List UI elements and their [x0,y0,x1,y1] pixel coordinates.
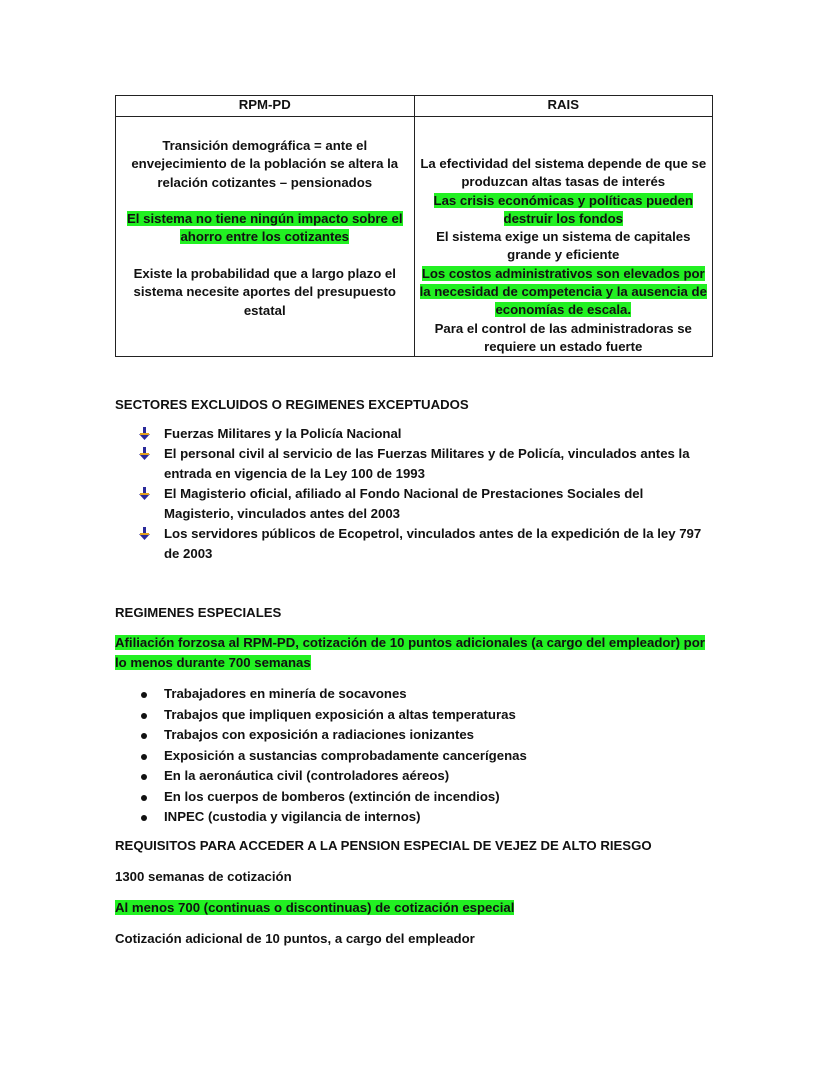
special-title: REGIMENES ESPECIALES [115,605,282,620]
rpm-pd-point-2: El sistema no tiene ningún impacto sobre el ahorro entre los cotizantes [126,211,403,245]
bullet-icon [141,754,147,760]
rais-point-1: La efectividad del sistema depende de que se produzcan altas tasas de interés [420,156,707,190]
rais-point-3: El sistema exige un sistema de capitales grande y eficiente [436,229,691,263]
rpm-pd-point-3: Existe la probabilidad que a largo plazo el sistema necesite aportes del presupuesto estatal [133,266,396,318]
list-item: El personal civil al servicio de las Fuerzas Militares y de Policía, vinculados antes la entrada en vigencia de la Ley 100 de 1993 [138,444,713,484]
list-item: Trabajadores en minería de socavones [138,684,527,705]
list-item: INPEC (custodia y vigilancia de internos) [138,807,527,828]
excluded-list [138,424,713,564]
requirements-title: REQUISITOS PARA ACCEDER A LA PENSION ESPECIAL DE VEJEZ DE ALTO RIESGO [115,838,652,853]
bullet-icon [141,795,147,801]
rais-point-4: Los costos administrativos son elevados por la necesidad de competencia y la ausencia de economías de escala. [419,265,707,318]
requirement-weeks: 1300 semanas de cotización [115,869,292,884]
requirement-additional-contribution: Cotización adicional de 10 puntos, a cargo del empleador [115,931,475,946]
arrow-bullet-icon [138,527,152,541]
arrow-bullet-icon [138,487,152,501]
list-item: Trabajos con exposición a radiaciones ionizantes [138,725,527,746]
excluded-title: SECTORES EXCLUIDOS O REGIMENES EXCEPTUADOS [115,397,469,412]
list-item: En los cuerpos de bomberos (extinción de incendios) [138,787,527,808]
bullet-icon [141,692,147,698]
bullet-icon [141,733,147,739]
requirement-special-weeks: Al menos 700 (continuas o discontinuas) de cotización especial [115,900,515,915]
header-rais: RAIS [414,96,713,117]
arrow-bullet-icon [138,447,152,461]
bullet-icon [141,815,147,821]
list-item: Trabajos que impliquen exposición a altas temperaturas [138,705,527,726]
list-item: El Magisterio oficial, afiliado al Fondo Nacional de Prestaciones Sociales del Magisterio, vinculados antes del 2003 [138,484,713,524]
rpm-pd-point-1: Transición demográfica = ante el envejecimiento de la población se altera la relación cotizantes – pensionados [131,138,399,190]
rais-point-2: Las crisis económicas y políticas pueden destruir los fondos [433,192,693,226]
arrow-bullet-icon [138,427,152,441]
rais-point-5: Para el control de las administradoras se requiere un estado fuerte [434,320,692,354]
list-item: Exposición a sustancias comprobadamente cancerígenas [138,746,527,767]
comparison-table [115,95,713,357]
bullet-icon [141,713,147,719]
special-intro: Afiliación forzosa al RPM-PD, cotización de 10 puntos adicionales (a cargo del empleador) por lo menos durante 700 semanas [115,635,705,670]
list-item: Fuerzas Militares y la Policía Nacional [138,424,713,444]
header-rpm-pd: RPM-PD [116,96,415,117]
list-item: En la aeronáutica civil (controladores aéreos) [138,766,527,787]
rpm-pd-cell [116,117,415,357]
rais-cell [414,117,713,357]
special-list [138,684,527,828]
list-item: Los servidores públicos de Ecopetrol, vinculados antes de la expedición de la ley 797 de 2003 [138,524,713,564]
bullet-icon [141,774,147,780]
